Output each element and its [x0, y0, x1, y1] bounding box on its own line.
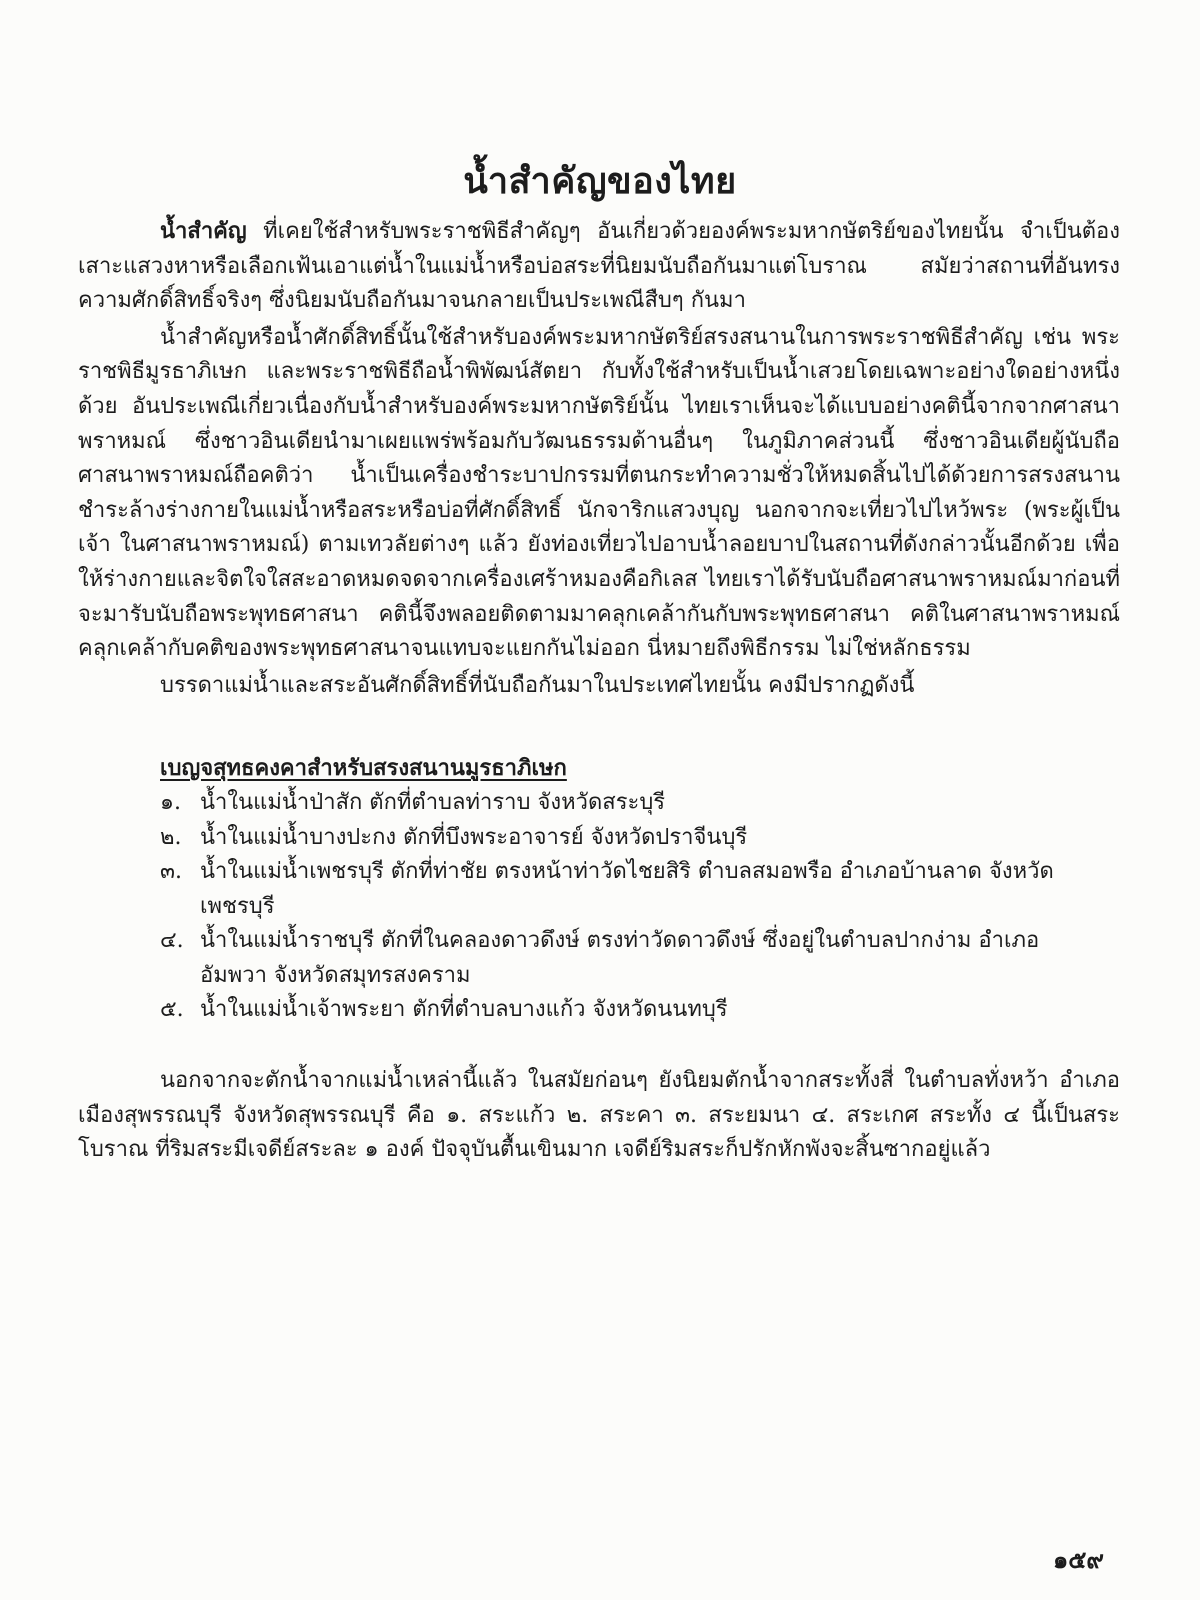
paragraph-3: บรรดาแม่น้ำและสระอันศักดิ์สิทธิ์ที่นับถือกันมาในประเทศไทยนั้น คงมีปรากฏดังนี้ — [160, 672, 915, 698]
list-item — [160, 993, 1120, 1028]
list-item-text: น้ำในแม่น้ำป่าสัก ตักที่ตำบลท่าราบ จังหวัดสระบุรี — [200, 789, 666, 815]
intro-lead: น้ำสำคัญ — [160, 218, 247, 244]
list-item-number: ๓. — [160, 859, 183, 885]
list-item — [160, 855, 1120, 924]
page-number: ๑๕๙ — [1053, 1545, 1104, 1574]
list-item-number: ๔. — [160, 928, 184, 954]
list-item-number: ๕. — [160, 997, 184, 1023]
list-item-text: น้ำในแม่น้ำเจ้าพระยา ตักที่ตำบลบางแก้ว จังหวัดนนทบุรี — [200, 997, 728, 1023]
list-item-text: น้ำในแม่น้ำราชบุรี ตักที่ในคลองดาวดึงษ์ ตรงท่าวัดดาวดึงษ์ ซึ่งอยู่ในตำบลปากง่าม อำเภออัมพวา จังหวัดสมุทรสงคราม — [200, 928, 1040, 988]
list-item-text: น้ำในแม่น้ำบางปะกง ตักที่บึงพระอาจารย์ จังหวัดปราจีนบุรี — [200, 824, 748, 850]
paragraph-4: นอกจากจะตักน้ำจากแม่น้ำเหล่านี้แล้ว ในสมัยก่อนๆ ยังนิยมตักน้ำจากสระทั้งสี่ ในตำบลทั่งหว้า อำเภอเมืองสุพรรณบุรี จังหวัดสุพรรณบุรี คือ ๑. สระแก้ว ๒. สระคา ๓. สระยมนา ๔. สระเกศ สระทั้ง ๔ นี้เป็นสระโบราณ ที่ริมสระมีเจดีย์สระละ ๑ องค์ ปัจจุบันตื้นเขินมาก เจดีย์ริมสระก็ปรักหักพังจะสิ้นซากอยู่แล้ว — [78, 1068, 1120, 1163]
intro-text: ที่เคยใช้สำหรับพระราชพิธีสำคัญๆ อันเกี่ยวด้วยองค์พระมหากษัตริย์ของไทยนั้น จำเป็นต้องเสาะแสวงหาหรือเลือกเฟ้นเอาแต่น้ำในแม่น้ำหรือบ่อสระที่นิยมนับถือกันมาแต่โบราณ สมัยว่าสถานที่อันทรงความศักดิ์สิทธิ์จริงๆ ซึ่งนิยมนับถือกันมาจนกลายเป็นประเพณีสืบๆ กันมา — [78, 219, 1120, 314]
list-item — [160, 924, 1120, 993]
document-body — [78, 214, 1120, 1168]
list-item — [160, 821, 1120, 856]
list-item-text: น้ำในแม่น้ำเพชรบุรี ตักที่ท่าชัย ตรงหน้าท่าวัดไชยสิริ ตำบลสมอพรือ อำเภอบ้านลาด จังหวัดเพชรบุรี — [200, 859, 1054, 919]
list-item-number: ๒. — [160, 824, 182, 850]
section-heading: เบญจสุทธคงคาสำหรับสรงสนานมูรธาภิเษก — [160, 755, 567, 782]
list-item — [160, 786, 1120, 821]
paragraph-2: น้ำสำคัญหรือน้ำศักดิ์สิทธิ์นั้นใช้สำหรับองค์พระมหากษัตริย์สรงสนานในการพระราชพิธีสำคัญ เช่น พระราชพิธีมูรธาภิเษก และพระราชพิธีถือน้ำพิพัฒน์สัตยา กับทั้งใช้สำหรับเป็นน้ำเสวยโดยเฉพาะอย่างใดอย่างหนึ่งด้วย อันประเพณีเกี่ยวเนื่องกับน้ำสำหรับองค์พระมหากษัตริย์นั้น ไทยเราเห็นจะได้แบบอย่างคตินี้จากจากศาสนาพราหมณ์ ซึ่งชาวอินเดียนำมาเผยแพร่พร้อมกับวัฒนธรรมด้านอื่นๆ ในภูมิภาคส่วนนี้ ซึ่งชาวอินเดียผู้นับถือศาสนาพราหมณ์ถือคติว่า น้ำเป็นเครื่องชำระบาปกรรมที่ตนกระทำความชั่วให้หมดสิ้นไปได้ด้วยการสรงสนานชำระล้างร่างกายในแม่น้ำหรือสระหรือบ่อที่ศักดิ์สิทธิ์ นักจาริกแสวงบุญ นอกจากจะเที่ยวไปไหว้พระ (พระผู้เป็นเจ้า ในศาสนาพราหมณ์) ตามเทวลัยต่างๆ แล้ว ยังท่องเที่ยวไปอาบน้ำลอยบาปในสถานที่ดังกล่าวนั้นอีกด้วย เพื่อให้ร่างกายและจิตใจใสสะอาดหมดจดจากเครื่องเศร้าหมองคือกิเลส ไทยเราได้รับนับถือศาสนาพราหมณ์มาก่อนที่จะมารับนับถือพระพุทธศาสนา คตินี้จึงพลอยติดตามมาคลุกเคล้ากันกับพระพุทธศาสนา คติในศาสนาพราหมณ์คลุกเคล้ากับคติของพระพุทธศาสนาจนแทบจะแยกกันไม่ออก นี่หมายถึงพิธีกรรม ไม่ใช่หลักธรรม — [78, 324, 1120, 662]
intro-paragraph — [78, 214, 1120, 319]
page-title: น้ำสำคัญของไทย — [463, 160, 737, 202]
list-item-number: ๑. — [160, 789, 181, 815]
river-list — [78, 786, 1120, 1028]
